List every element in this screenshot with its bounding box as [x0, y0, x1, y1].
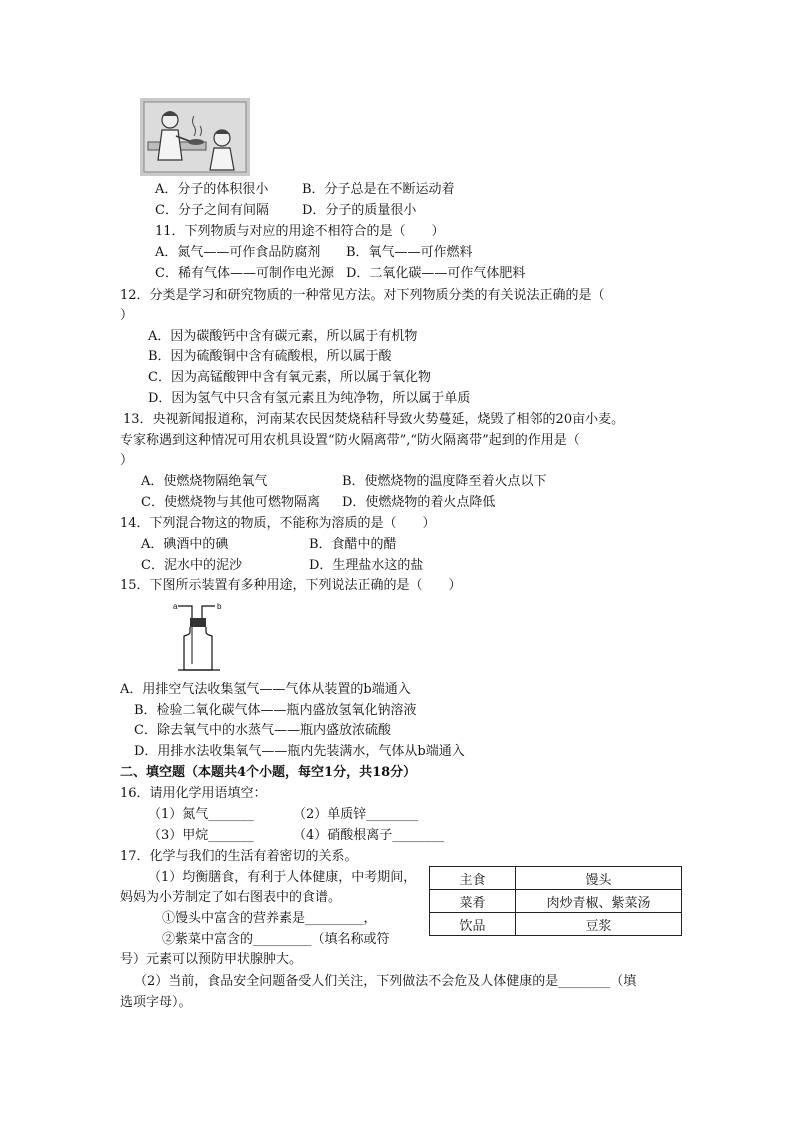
q12-option-d: D．因为氢气中只含有氢元素且为纯净物，所以属于单质 [148, 391, 471, 406]
q11-option-c: C．稀有气体——可制作电光源 [155, 266, 334, 281]
q12-stem: 12．分类是学习和研究物质的一种常见方法。对下列物质分类的有关说法正确的是（ [120, 288, 605, 303]
gas-bottle-diagram-icon [170, 600, 230, 672]
q11-option-a: A．氮气——可作食品防腐剂 [155, 245, 321, 260]
q17-part1-line2: 妈妈为小芳制定了如右图表中的食谱。 [120, 890, 342, 905]
q17-part1-q2: ②紫菜中富含的_________（填名称或符 [162, 932, 390, 947]
q15-option-b: B．检验二氧化碳气体——瓶内盛放氢氧化钠溶液 [134, 703, 417, 718]
q17-part1-line5: 号）元素可以预防甲状腺肿大。 [120, 952, 303, 967]
q12-stem-cont: ） [120, 308, 134, 323]
q12-option-c: C．因为高锰酸钾中含有氧元素，所以属于氧化物 [148, 370, 431, 385]
q16-item-4: （4）硝酸根离子________ [293, 828, 445, 843]
q10-option-d: D．分子的质量很小 [302, 203, 417, 218]
q13-option-c: C．使燃烧物与其他可燃物隔离 [141, 495, 320, 510]
q16-stem: 16．请用化学用语填空： [120, 786, 267, 801]
table-row [430, 867, 682, 890]
q15-option-a: A．用排空气法收集氢气——气体从装置的b端通入 [120, 682, 411, 697]
q11-option-d: D．二氧化碳——可作气体肥料 [346, 266, 526, 281]
q13-stem-cont: ） [120, 453, 134, 468]
q14-option-b: B．食醋中的醋 [309, 537, 397, 552]
menu-table [429, 866, 682, 936]
cooking-illustration-icon [140, 98, 250, 176]
q15-stem: 15．下图所示装置有多种用途，下列说法正确的是（ ） [120, 578, 462, 593]
q17-part1-line1: （1）均衡膳食，有利于人体健康，中考期间， [148, 870, 417, 885]
q11-stem: 11．下列物质与对应的用途不相符合的是（ ） [155, 224, 445, 239]
table-row [430, 890, 682, 913]
q16-item-3: （3）甲烷_______ [148, 828, 254, 843]
q12-option-b: B．因为硫酸铜中含有硫酸根，所以属于酸 [148, 349, 392, 364]
bottle-label-a: a [173, 602, 178, 611]
q14-option-c: C．泥水中的泥沙 [141, 558, 242, 573]
q13-option-b: B．使燃烧物的温度降至着火点以下 [342, 474, 547, 489]
q13-stem: 13．央视新闻报道称，河南某农民因焚烧秸秆导致火势蔓延，烧毁了相邻的20亩小麦。 [123, 412, 625, 427]
bottle-label-b: b [217, 602, 222, 611]
q15-option-c: C．除去氧气中的水蒸气——瓶内盛放浓硫酸 [134, 723, 391, 738]
menu-item: 肉炒青椒、紫菜汤 [516, 890, 682, 913]
q10-option-b: B．分子总是在不断运动着 [302, 182, 455, 197]
q10-option-c: C．分子之间有间隔 [155, 203, 269, 218]
q14-stem: 14．下列混合物这的物质，不能称为溶质的是（ ） [120, 516, 436, 531]
q10-option-a: A．分子的体积很小 [155, 182, 269, 197]
q17-stem: 17．化学与我们的生活有着密切的关系。 [120, 849, 358, 864]
menu-category: 菜肴 [430, 890, 516, 913]
q13-option-a: A．使燃烧物隔绝氧气 [141, 474, 268, 489]
section-2-title: 二、填空题（本题共4个小题，每空1分，共18分） [120, 765, 417, 780]
q15-option-d: D．用排水法收集氧气——瓶内先装满水，气体从b端通入 [134, 744, 465, 759]
menu-item: 馒头 [516, 867, 682, 890]
q13-stem-2: 专家称遇到这种情况可用农机具设置“防火隔离带”,“防火隔离带”起到的作用是（ [120, 433, 580, 448]
menu-category: 饮品 [430, 913, 516, 936]
q14-option-d: D．生理盐水这的盐 [309, 558, 424, 573]
q12-option-a: A．因为碳酸钙中含有碳元素，所以属于有机物 [148, 329, 418, 344]
q17-part2-line2: 选项字母）。 [120, 995, 192, 1010]
q11-option-b: B．氧气——可作燃料 [346, 245, 473, 260]
q13-option-d: D．使燃烧物的着火点降低 [342, 495, 496, 510]
table-row [430, 913, 682, 936]
q16-item-2: （2）单质锌________ [293, 807, 419, 822]
menu-category: 主食 [430, 867, 516, 890]
q17-part2-line1: （2）当前，食品安全问题备受人们关注，下列做法不会危及人体健康的是________（填 [134, 974, 637, 989]
q17-part1-q1: ①馒头中富含的营养素是_________， [162, 911, 377, 926]
q16-item-1: （1）氮气_______ [148, 807, 254, 822]
menu-item: 豆浆 [516, 913, 682, 936]
q14-option-a: A．碘酒中的碘 [141, 537, 229, 552]
